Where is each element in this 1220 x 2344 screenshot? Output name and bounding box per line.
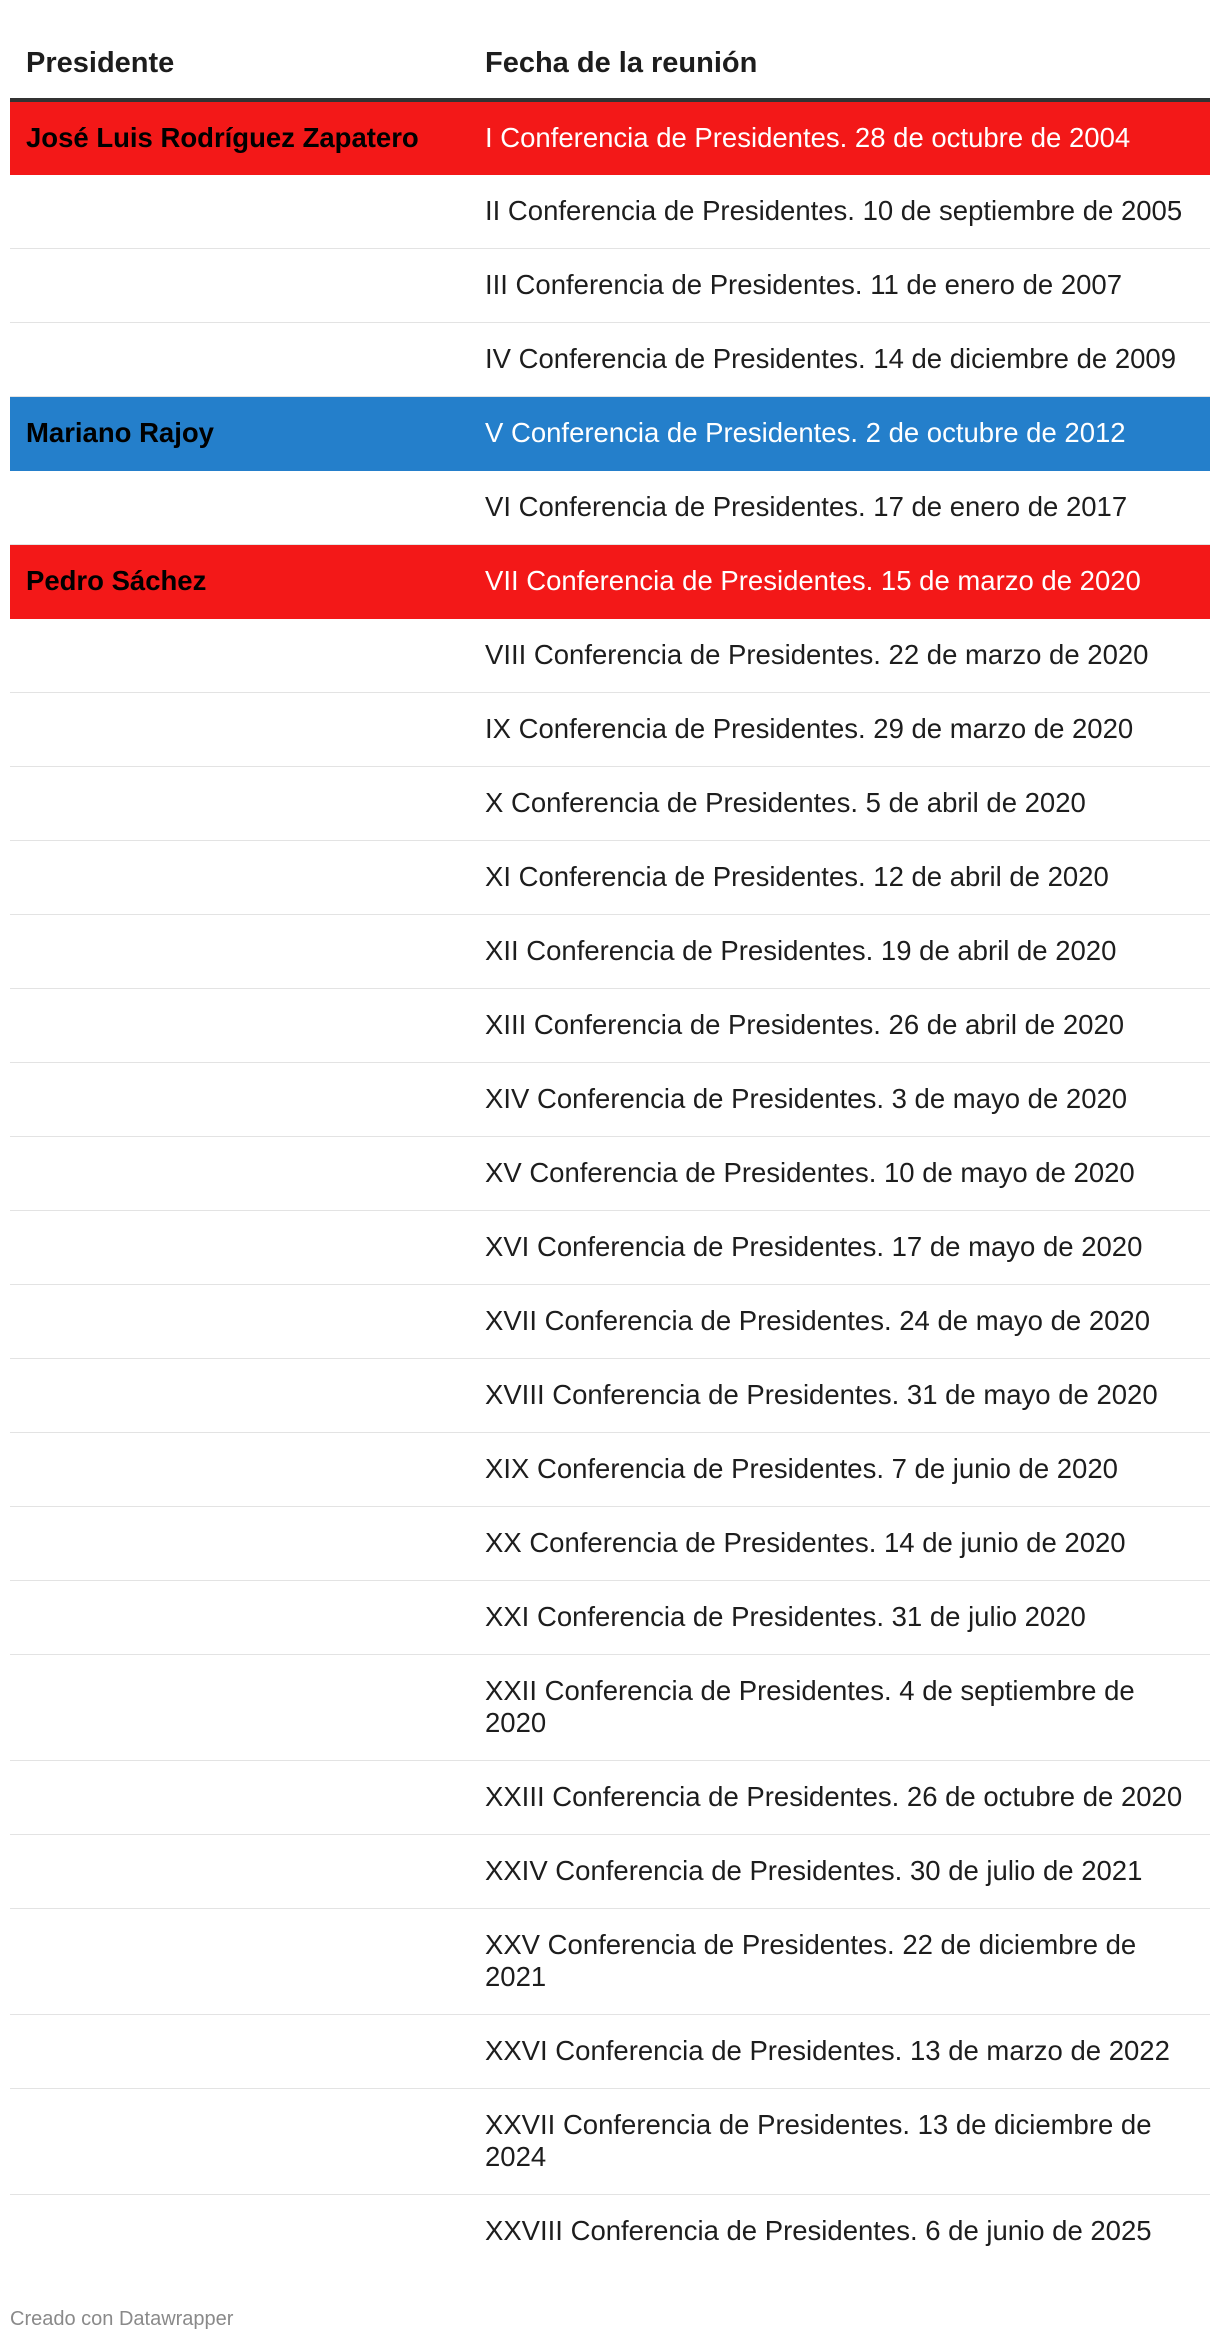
cell-president: [10, 174, 469, 248]
cell-president: [10, 840, 469, 914]
cell-president: [10, 618, 469, 692]
datawrapper-credit[interactable]: Creado con Datawrapper: [10, 2308, 234, 2330]
cell-president: [10, 2014, 469, 2088]
table-header: [10, 28, 1210, 100]
cell-president: [10, 248, 469, 322]
table-row: [10, 988, 1210, 1062]
table-row: [10, 766, 1210, 840]
cell-president: [10, 1284, 469, 1358]
table-row: [10, 1432, 1210, 1506]
column-header-president[interactable]: Presidente: [10, 28, 469, 100]
table-body: [10, 100, 1210, 2268]
table-row: [10, 1136, 1210, 1210]
cell-meeting-date: IX Conferencia de Presidentes. 29 de marzo de 2020: [469, 692, 1210, 766]
table-row: [10, 396, 1210, 470]
cell-president: [10, 1506, 469, 1580]
table-row: [10, 174, 1210, 248]
cell-president: [10, 1580, 469, 1654]
cell-meeting-date: XIII Conferencia de Presidentes. 26 de abril de 2020: [469, 988, 1210, 1062]
cell-president: [10, 1834, 469, 1908]
cell-president: [10, 2194, 469, 2268]
table-row: [10, 1358, 1210, 1432]
cell-president: [10, 692, 469, 766]
cell-meeting-date: XXIV Conferencia de Presidentes. 30 de julio de 2021: [469, 1834, 1210, 1908]
cell-meeting-date: XV Conferencia de Presidentes. 10 de mayo de 2020: [469, 1136, 1210, 1210]
table-row: [10, 322, 1210, 396]
table-row: [10, 1760, 1210, 1834]
cell-meeting-date: XIX Conferencia de Presidentes. 7 de junio de 2020: [469, 1432, 1210, 1506]
cell-president: [10, 1358, 469, 1432]
cell-president: [10, 1210, 469, 1284]
cell-president: [10, 1760, 469, 1834]
cell-meeting-date: XIV Conferencia de Presidentes. 3 de mayo de 2020: [469, 1062, 1210, 1136]
table-row: [10, 1834, 1210, 1908]
cell-president: Mariano Rajoy: [10, 396, 469, 470]
table-row: [10, 1908, 1210, 2014]
cell-president: Pedro Sáchez: [10, 544, 469, 618]
table-row: [10, 914, 1210, 988]
table-row: [10, 2014, 1210, 2088]
cell-president: [10, 1432, 469, 1506]
cell-president: [10, 1908, 469, 2014]
cell-president: [10, 1062, 469, 1136]
table-row: [10, 100, 1210, 174]
cell-meeting-date: X Conferencia de Presidentes. 5 de abril de 2020: [469, 766, 1210, 840]
cell-meeting-date: II Conferencia de Presidentes. 10 de septiembre de 2005: [469, 174, 1210, 248]
conferences-table: [10, 28, 1210, 2268]
table-row: [10, 2088, 1210, 2194]
cell-president: [10, 914, 469, 988]
cell-president: [10, 1654, 469, 1760]
table-row: [10, 248, 1210, 322]
table-row: [10, 618, 1210, 692]
cell-meeting-date: XX Conferencia de Presidentes. 14 de junio de 2020: [469, 1506, 1210, 1580]
cell-meeting-date: I Conferencia de Presidentes. 28 de octubre de 2004: [469, 100, 1210, 174]
cell-president: [10, 1136, 469, 1210]
cell-meeting-date: XII Conferencia de Presidentes. 19 de abril de 2020: [469, 914, 1210, 988]
cell-president: [10, 470, 469, 544]
cell-president: [10, 766, 469, 840]
cell-meeting-date: V Conferencia de Presidentes. 2 de octubre de 2012: [469, 396, 1210, 470]
cell-president: José Luis Rodríguez Zapatero: [10, 100, 469, 174]
cell-meeting-date: XXV Conferencia de Presidentes. 22 de diciembre de 2021: [469, 1908, 1210, 2014]
cell-meeting-date: XXVII Conferencia de Presidentes. 13 de diciembre de 2024: [469, 2088, 1210, 2194]
cell-meeting-date: XI Conferencia de Presidentes. 12 de abril de 2020: [469, 840, 1210, 914]
cell-meeting-date: IV Conferencia de Presidentes. 14 de diciembre de 2009: [469, 322, 1210, 396]
column-header-date[interactable]: Fecha de la reunión: [469, 28, 1210, 100]
cell-meeting-date: XVI Conferencia de Presidentes. 17 de mayo de 2020: [469, 1210, 1210, 1284]
table-row: [10, 1506, 1210, 1580]
cell-meeting-date: XVII Conferencia de Presidentes. 24 de mayo de 2020: [469, 1284, 1210, 1358]
cell-meeting-date: XXVIII Conferencia de Presidentes. 6 de junio de 2025: [485, 2215, 1152, 2247]
cell-president: [10, 988, 469, 1062]
cell-president: [10, 322, 469, 396]
header-row: [10, 28, 1210, 100]
table-row: [10, 1284, 1210, 1358]
cell-meeting-date: XXI Conferencia de Presidentes. 31 de julio 2020: [469, 1580, 1210, 1654]
table-row: [10, 470, 1210, 544]
cell-meeting-date: III Conferencia de Presidentes. 11 de enero de 2007: [469, 248, 1210, 322]
cell-meeting-date: XXIII Conferencia de Presidentes. 26 de octubre de 2020: [469, 1760, 1210, 1834]
cell-meeting-date: XXVI Conferencia de Presidentes. 13 de marzo de 2022: [469, 2014, 1210, 2088]
cell-president: [10, 2088, 469, 2194]
cell-meeting-date: XXII Conferencia de Presidentes. 4 de septiembre de 2020: [469, 1654, 1210, 1760]
table-row: [10, 1210, 1210, 1284]
table-row: [10, 544, 1210, 618]
cell-meeting-date: XVIII Conferencia de Presidentes. 31 de mayo de 2020: [469, 1358, 1210, 1432]
cell-meeting-date: VI Conferencia de Presidentes. 17 de enero de 2017: [469, 470, 1210, 544]
table-row: [10, 1654, 1210, 1760]
cell-meeting-date: VII Conferencia de Presidentes. 15 de marzo de 2020: [469, 544, 1210, 618]
table-row: [10, 840, 1210, 914]
table-row: [10, 1062, 1210, 1136]
table-row: [10, 2194, 1210, 2268]
table-row: [10, 1580, 1210, 1654]
cell-meeting-date: VIII Conferencia de Presidentes. 22 de marzo de 2020: [469, 618, 1210, 692]
table-row: [10, 692, 1210, 766]
